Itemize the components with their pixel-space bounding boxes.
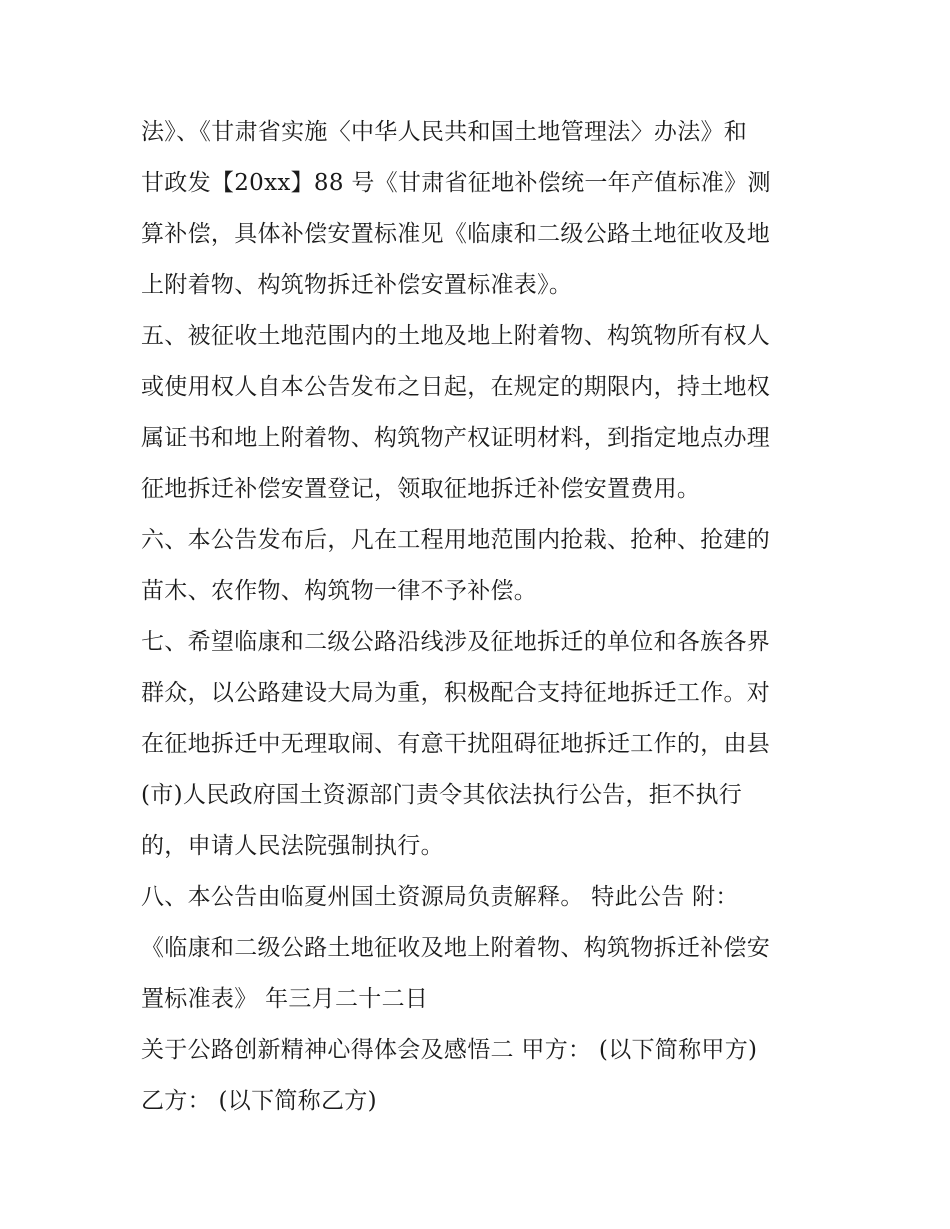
text-line: 《临康和二级公路土地征收及地上附着物、构筑物拆迁补偿安 bbox=[141, 935, 771, 961]
text-line: 征地拆迁补偿安置登记，领取征地拆迁补偿安置费用。 bbox=[141, 476, 701, 502]
text-line: 甘政发【20xx】88 号《甘肃省征地补偿统一年产值标准》测 bbox=[141, 170, 771, 196]
text-line: 乙方： (以下简称乙方) bbox=[141, 1088, 377, 1114]
document-body bbox=[141, 107, 821, 1127]
text-line: 上附着物、构筑物拆迁补偿安置标准表》。 bbox=[141, 272, 573, 298]
text-line: 苗木、农作物、构筑物一律不予补偿。 bbox=[141, 578, 538, 604]
text-line: 属证书和地上附着物、构筑物产权证明材料，到指定地点办理 bbox=[141, 425, 771, 451]
text-line: 关于公路创新精神心得体会及感悟二 甲方： (以下简称甲方) bbox=[141, 1037, 758, 1063]
text-line: 在征地拆迁中无理取闹、有意干扰阻碍征地拆迁工作的，由县 bbox=[141, 731, 771, 757]
text-line: 置标准表》 年三月二十二日 bbox=[141, 986, 429, 1012]
text-line: 七、希望临康和二级公路沿线涉及征地拆迁的单位和各族各界 bbox=[141, 629, 771, 655]
text-line: 六、本公告发布后，凡在工程用地范围内抢栽、抢种、抢建的 bbox=[141, 527, 771, 553]
text-line: 八、本公告由临夏州国土资源局负责解释。 特此公告 附： bbox=[141, 884, 739, 910]
text-line: 的，申请人民法院强制执行。 bbox=[141, 833, 444, 859]
text-line: 算补偿，具体补偿安置标准见《临康和二级公路土地征收及地 bbox=[141, 221, 771, 247]
text-line: 五、被征收土地范围内的土地及地上附着物、构筑物所有权人 bbox=[141, 323, 771, 349]
text-line: (市)人民政府国土资源部门责令其依法执行公告，拒不执行 bbox=[141, 782, 743, 808]
text-line: 或使用权人自本公告发布之日起，在规定的期限内，持土地权 bbox=[141, 374, 771, 400]
text-line: 群众，以公路建设大局为重，积极配合支持征地拆迁工作。对 bbox=[141, 680, 771, 706]
text-line: 法》、《甘肃省实施〈中华人民共和国土地管理法〉办法》和 bbox=[141, 119, 748, 145]
